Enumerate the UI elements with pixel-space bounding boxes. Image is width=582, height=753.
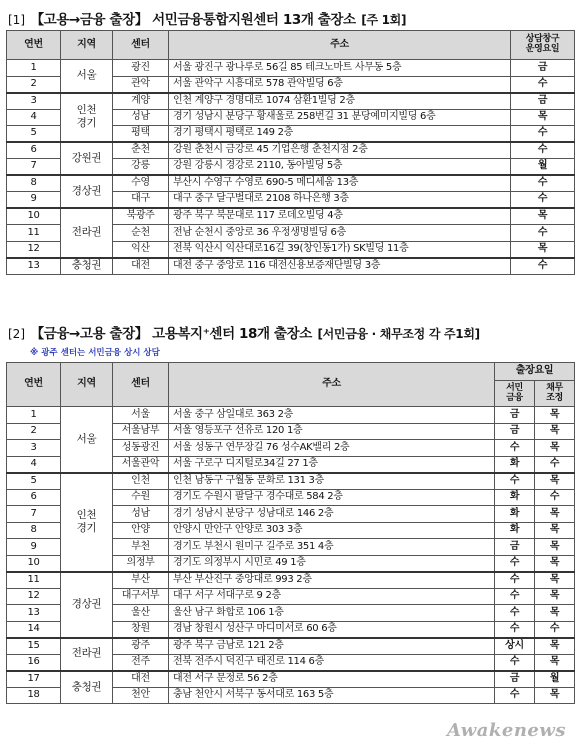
center-name: 대구 (113, 192, 169, 209)
center-name: 의정부 (113, 555, 169, 572)
row-number: 4 (7, 109, 61, 126)
weekday-cell: 목 (535, 555, 575, 572)
table-row (7, 671, 575, 688)
center-name: 대전 (113, 671, 169, 688)
center-name: 대구서부 (113, 588, 169, 605)
center-name: 천안 (113, 687, 169, 704)
table-row (7, 93, 575, 110)
section1-title (8, 8, 406, 28)
weekday-cell: 수 (495, 588, 535, 605)
center-name: 수원 (113, 489, 169, 506)
address-cell: 경기도 의정부시 시민로 49 1층 (169, 555, 495, 572)
center-name: 순천 (113, 225, 169, 242)
row-number: 7 (7, 506, 61, 523)
address-cell: 강원 춘천시 금강로 45 기업은행 춘천지점 2층 (169, 142, 511, 159)
row-number: 17 (7, 671, 61, 688)
weekday-cell: 수 (511, 225, 575, 242)
center-name: 안양 (113, 522, 169, 539)
header-no: 연번 (7, 363, 61, 407)
weekday-cell: 목 (535, 473, 575, 490)
weekday-cell: 목 (535, 605, 575, 622)
row-number: 13 (7, 258, 61, 275)
weekday-cell: 수 (511, 175, 575, 192)
weekday-cell: 수 (495, 572, 535, 589)
row-number: 7 (7, 159, 61, 176)
address-cell: 부산시 수영구 수영로 690-5 메디세움 13층 (169, 175, 511, 192)
table-row (7, 572, 575, 589)
weekday-cell: 수 (511, 142, 575, 159)
row-number: 18 (7, 687, 61, 704)
row-number: 4 (7, 456, 61, 473)
row-number: 1 (7, 407, 61, 424)
table-header-row (7, 31, 575, 60)
weekday-cell: 금 (495, 539, 535, 556)
center-name: 서울 (113, 407, 169, 424)
row-number: 12 (7, 588, 61, 605)
header-center: 센터 (113, 31, 169, 60)
section2-heading: 【금융→고용 출장】 고용복지⁺센터 18개 출장소 (30, 326, 312, 342)
weekday-cell: 화 (495, 456, 535, 473)
region-cell: 강원권 (61, 142, 113, 175)
table-row (7, 258, 575, 275)
row-number: 13 (7, 605, 61, 622)
center-name: 성남 (113, 506, 169, 523)
header-region: 지역 (61, 363, 113, 407)
address-cell: 전남 순천시 중앙로 36 우정생명빌딩 6층 (169, 225, 511, 242)
table-row (7, 60, 575, 77)
center-name: 북광주 (113, 208, 169, 225)
table-row (7, 142, 575, 159)
address-cell: 서울 관악구 시흥대로 578 관악빌딩 6층 (169, 76, 511, 93)
weekday-cell: 화 (495, 506, 535, 523)
address-cell: 인천 남동구 구월동 문화로 131 3층 (169, 473, 495, 490)
weekday-cell: 목 (535, 588, 575, 605)
weekday-cell: 목 (535, 638, 575, 655)
region-cell: 서울 (61, 407, 113, 473)
weekday-cell: 수 (511, 126, 575, 143)
center-name: 서울남부 (113, 423, 169, 440)
region-cell: 서울 (61, 60, 113, 93)
weekday-cell: 목 (511, 109, 575, 126)
header-consult-day: 상담창구 운영요일 (511, 31, 575, 60)
row-number: 9 (7, 539, 61, 556)
address-cell: 대전 서구 문정로 56 2층 (169, 671, 495, 688)
address-cell: 서울 성동구 연무장길 76 성수AK밸리 2층 (169, 440, 495, 457)
center-name: 창원 (113, 621, 169, 638)
address-cell: 전북 익산시 익산대로16길 39(창인동1가) SK빌딩 11층 (169, 241, 511, 258)
weekday-cell: 금 (495, 423, 535, 440)
row-number: 11 (7, 225, 61, 242)
header-debt-adjustment: 채무 조정 (535, 381, 575, 407)
address-cell: 강원 강릉시 경강로 2110, 동아빌딩 5층 (169, 159, 511, 176)
weekday-cell: 화 (495, 522, 535, 539)
row-number: 9 (7, 192, 61, 209)
table-row (7, 407, 575, 424)
weekday-cell: 목 (535, 572, 575, 589)
weekday-cell: 금 (511, 60, 575, 77)
header-address: 주소 (169, 363, 495, 407)
weekday-cell: 수 (495, 440, 535, 457)
address-cell: 광주 북구 북문대로 117 로데오빌딩 4층 (169, 208, 511, 225)
employment-center-table (6, 362, 575, 704)
address-cell: 경기 성남시 분당구 황새울로 258번길 31 분당예미지빌딩 6층 (169, 109, 511, 126)
address-cell: 서울 광진구 광나루로 56길 85 테크노마트 사무동 5층 (169, 60, 511, 77)
header-address: 주소 (169, 31, 511, 60)
center-name: 계양 (113, 93, 169, 110)
center-name: 울산 (113, 605, 169, 622)
address-cell: 서울 구로구 디지털로34길 27 1층 (169, 456, 495, 473)
weekday-cell: 수 (535, 489, 575, 506)
weekday-cell: 목 (535, 522, 575, 539)
center-name: 평택 (113, 126, 169, 143)
weekday-cell: 목 (535, 539, 575, 556)
row-number: 16 (7, 654, 61, 671)
header-microfinance: 서민 금융 (495, 381, 535, 407)
address-cell: 대구 중구 달구벌대로 2108 하나은행 3층 (169, 192, 511, 209)
header-visit-day: 출장요일 (495, 363, 575, 381)
address-cell: 대구 서구 서대구로 9 2층 (169, 588, 495, 605)
address-cell: 전북 전주시 덕진구 태진로 114 6층 (169, 654, 495, 671)
header-center: 센터 (113, 363, 169, 407)
section1-subheading: [주 1회] (361, 13, 407, 27)
address-cell: 서울 중구 삼일대로 363 2층 (169, 407, 495, 424)
center-name: 부천 (113, 539, 169, 556)
weekday-cell: 목 (511, 241, 575, 258)
weekday-cell: 월 (511, 159, 575, 176)
address-cell: 대전 중구 중앙로 116 대전신용보증재단빌딩 3층 (169, 258, 511, 275)
weekday-cell: 화 (495, 489, 535, 506)
center-name: 전주 (113, 654, 169, 671)
row-number: 5 (7, 473, 61, 490)
address-cell: 경기도 부천시 원미구 길주로 351 4층 (169, 539, 495, 556)
section1-number: [1] (8, 13, 25, 27)
financial-center-table (6, 30, 575, 275)
region-cell: 충청권 (61, 671, 113, 704)
address-cell: 경기도 수원시 팔달구 경수대로 584 2층 (169, 489, 495, 506)
weekday-cell: 수 (495, 654, 535, 671)
employment-center-table-body (7, 407, 575, 704)
weekday-cell: 수 (511, 258, 575, 275)
weekday-cell: 금 (495, 671, 535, 688)
center-name: 강릉 (113, 159, 169, 176)
weekday-cell: 월 (535, 671, 575, 688)
section2-title (8, 322, 480, 342)
weekday-cell: 목 (535, 687, 575, 704)
header-region: 지역 (61, 31, 113, 60)
weekday-cell: 수 (495, 473, 535, 490)
row-number: 14 (7, 621, 61, 638)
center-name: 춘천 (113, 142, 169, 159)
row-number: 2 (7, 76, 61, 93)
address-cell: 안양시 만안구 안양로 303 3층 (169, 522, 495, 539)
row-number: 12 (7, 241, 61, 258)
row-number: 5 (7, 126, 61, 143)
section2-number: [2] (8, 327, 25, 341)
row-number: 15 (7, 638, 61, 655)
section1-heading: 【고용→금융 출장】 서민금융통합지원센터 13개 출장소 (30, 12, 356, 28)
financial-center-table-body (7, 60, 575, 275)
weekday-cell: 목 (511, 208, 575, 225)
address-cell: 광주 북구 금남로 121 2층 (169, 638, 495, 655)
weekday-cell: 목 (535, 654, 575, 671)
address-cell: 인천 계양구 경명대로 1074 삼환1빌딩 2층 (169, 93, 511, 110)
weekday-cell: 수 (511, 192, 575, 209)
region-cell: 충청권 (61, 258, 113, 275)
weekday-cell: 목 (535, 423, 575, 440)
row-number: 2 (7, 423, 61, 440)
row-number: 6 (7, 489, 61, 506)
center-name: 인천 (113, 473, 169, 490)
weekday-cell: 수 (495, 621, 535, 638)
row-number: 3 (7, 440, 61, 457)
center-name: 성동광진 (113, 440, 169, 457)
region-cell: 경상권 (61, 175, 113, 208)
row-number: 3 (7, 93, 61, 110)
address-cell: 부산 부산진구 중앙대로 993 2층 (169, 572, 495, 589)
row-number: 11 (7, 572, 61, 589)
weekday-cell: 목 (535, 506, 575, 523)
row-number: 6 (7, 142, 61, 159)
weekday-cell: 수 (511, 76, 575, 93)
weekday-cell: 수 (535, 456, 575, 473)
address-cell: 경기 성남시 분당구 성남대로 146 2층 (169, 506, 495, 523)
region-cell: 경상권 (61, 572, 113, 638)
row-number: 1 (7, 60, 61, 77)
address-cell: 경남 창원시 성산구 마디미서로 60 6층 (169, 621, 495, 638)
address-cell: 경기 평택시 평택로 149 2층 (169, 126, 511, 143)
address-cell: 서울 영등포구 선유로 120 1층 (169, 423, 495, 440)
center-name: 대전 (113, 258, 169, 275)
weekday-cell: 목 (535, 407, 575, 424)
watermark-logo: Awakenews (447, 720, 566, 741)
address-cell: 울산 남구 화합로 106 1층 (169, 605, 495, 622)
region-cell: 전라권 (61, 208, 113, 258)
weekday-cell: 목 (535, 440, 575, 457)
center-name: 광주 (113, 638, 169, 655)
table-row (7, 208, 575, 225)
region-cell: 인천 경기 (61, 473, 113, 572)
address-cell: 충남 천안시 서북구 동서대로 163 5층 (169, 687, 495, 704)
weekday-cell: 수 (535, 621, 575, 638)
table-row (7, 473, 575, 490)
weekday-cell: 수 (495, 555, 535, 572)
row-number: 10 (7, 555, 61, 572)
table-row (7, 175, 575, 192)
weekday-cell: 수 (495, 687, 535, 704)
weekday-cell: 수 (495, 605, 535, 622)
weekday-cell: 상시 (495, 638, 535, 655)
row-number: 10 (7, 208, 61, 225)
center-name: 부산 (113, 572, 169, 589)
header-no: 연번 (7, 31, 61, 60)
row-number: 8 (7, 175, 61, 192)
region-cell: 전라권 (61, 638, 113, 671)
table-header-row (7, 363, 575, 381)
weekday-cell: 금 (511, 93, 575, 110)
center-name: 광진 (113, 60, 169, 77)
section2-subheading: [서민금융 · 채무조정 각 주1회] (317, 327, 480, 341)
row-number: 8 (7, 522, 61, 539)
weekday-cell: 금 (495, 407, 535, 424)
gwangju-note: ※ 광주 센터는 서민금융 상시 상담 (30, 348, 160, 358)
table-row (7, 638, 575, 655)
center-name: 성남 (113, 109, 169, 126)
center-name: 서울관악 (113, 456, 169, 473)
center-name: 수영 (113, 175, 169, 192)
region-cell: 인천 경기 (61, 93, 113, 143)
center-name: 익산 (113, 241, 169, 258)
center-name: 관악 (113, 76, 169, 93)
